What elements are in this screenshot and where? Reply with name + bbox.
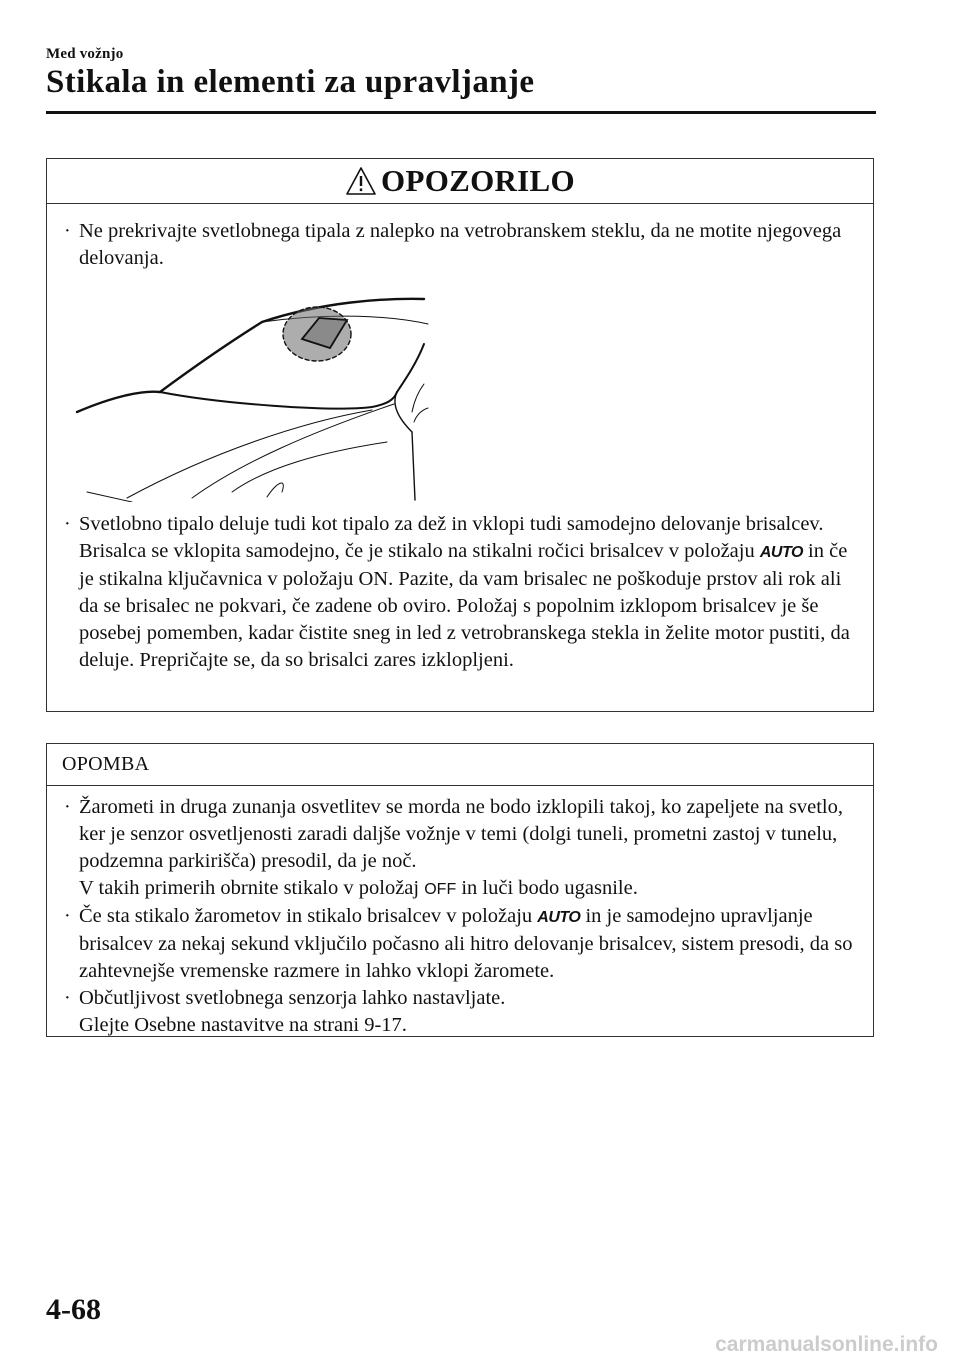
warning-bullet-1-text: Ne prekrivajte svetlobnega tipala z nalepko na vetrobranskem steklu, da ne motite njegovega delovanja.	[79, 220, 842, 269]
warning-bullet-2-text-b: in če je stikalna ključavnica v položaju ON. Pazite, da vam brisalec ne poškoduje prstov ali rok ali da se brisalec ne pokvari, če zadene ob oviro. Položaj s popolnim izklopom brisalcev je še posebej pomemben, kadar čistite sneg in led z vetrobranskega stekla in želite motor pustiti, da deluje. Prepričajte se, da so brisalci zares izklopljeni.	[79, 540, 850, 671]
windshield-sensor-illustration	[72, 292, 442, 502]
note-bullet-1-text-a: Žarometi in druga zunanja osvetlitev se morda ne bodo izklopili takoj, ko zapeljete na svetlo, ker je senzor osvetljenosti zaradi daljše vožnje v temi (dolgi tuneli, prometni zastoj v tunelu, podzemna parkirišča) presodil, da je noč.	[79, 796, 843, 872]
watermark: carmanualsonline.info	[715, 1333, 938, 1356]
note-title: OPOMBA	[62, 753, 150, 775]
note-bullet-2	[47, 903, 873, 985]
bullet-dot: ·	[64, 796, 71, 818]
page-number: 4-68	[46, 1293, 101, 1326]
note-box	[46, 743, 874, 1037]
note-bullet-3	[47, 985, 873, 1039]
off-label: OFF	[424, 881, 457, 898]
warning-header	[47, 159, 873, 204]
note-bullet-1-text-c: in luči bodo ugasnile.	[461, 877, 638, 899]
page-title: Stikala in elementi za upravljanje	[46, 64, 535, 100]
warning-triangle-icon	[345, 166, 377, 196]
bullet-dot: ·	[64, 987, 71, 1009]
note-bullet-1-text-b: V takih primerih obrnite stikalo v položaj	[79, 877, 420, 899]
bullet-dot: ·	[64, 905, 71, 927]
note-bullet-1	[47, 794, 873, 903]
warning-bullet-2	[47, 511, 875, 674]
note-bullet-3-text-b: Glejte Osebne nastavitve na strani 9-17.	[79, 1014, 407, 1036]
auto-label: AUTO	[759, 544, 803, 561]
note-header	[47, 744, 873, 786]
note-bullet-3-text-a: Občutljivost svetlobnega senzorja lahko nastavljate.	[79, 987, 506, 1009]
warning-title: OPOZORILO	[381, 163, 575, 198]
title-rule	[46, 111, 876, 114]
bullet-dot: ·	[64, 513, 71, 535]
section-label: Med vožnjo	[46, 46, 124, 62]
note-bullet-2-text-a: Če sta stikalo žarometov in stikalo brisalcev v položaju	[79, 905, 533, 927]
bullet-dot: ·	[64, 220, 71, 242]
note-bullet-2-text-b: in je samodejno upravljanje brisalcev za nekaj sekund vključilo počasno ali hitro delovanje brisalcev, sistem presodi, da so zahtevnejše vremenske razmere in lahko vklopi žaromete.	[79, 905, 853, 982]
warning-bullet-1	[47, 218, 873, 272]
auto-label: AUTO	[537, 909, 581, 926]
warning-bullet-2-text-a: Svetlobno tipalo deluje tudi kot tipalo za dež in vklopi tudi samodejno delovanje brisalcev. Brisalca se vklopita samodejno, če je stikalo na stikalni ročici brisalcev v položaju	[79, 513, 824, 562]
